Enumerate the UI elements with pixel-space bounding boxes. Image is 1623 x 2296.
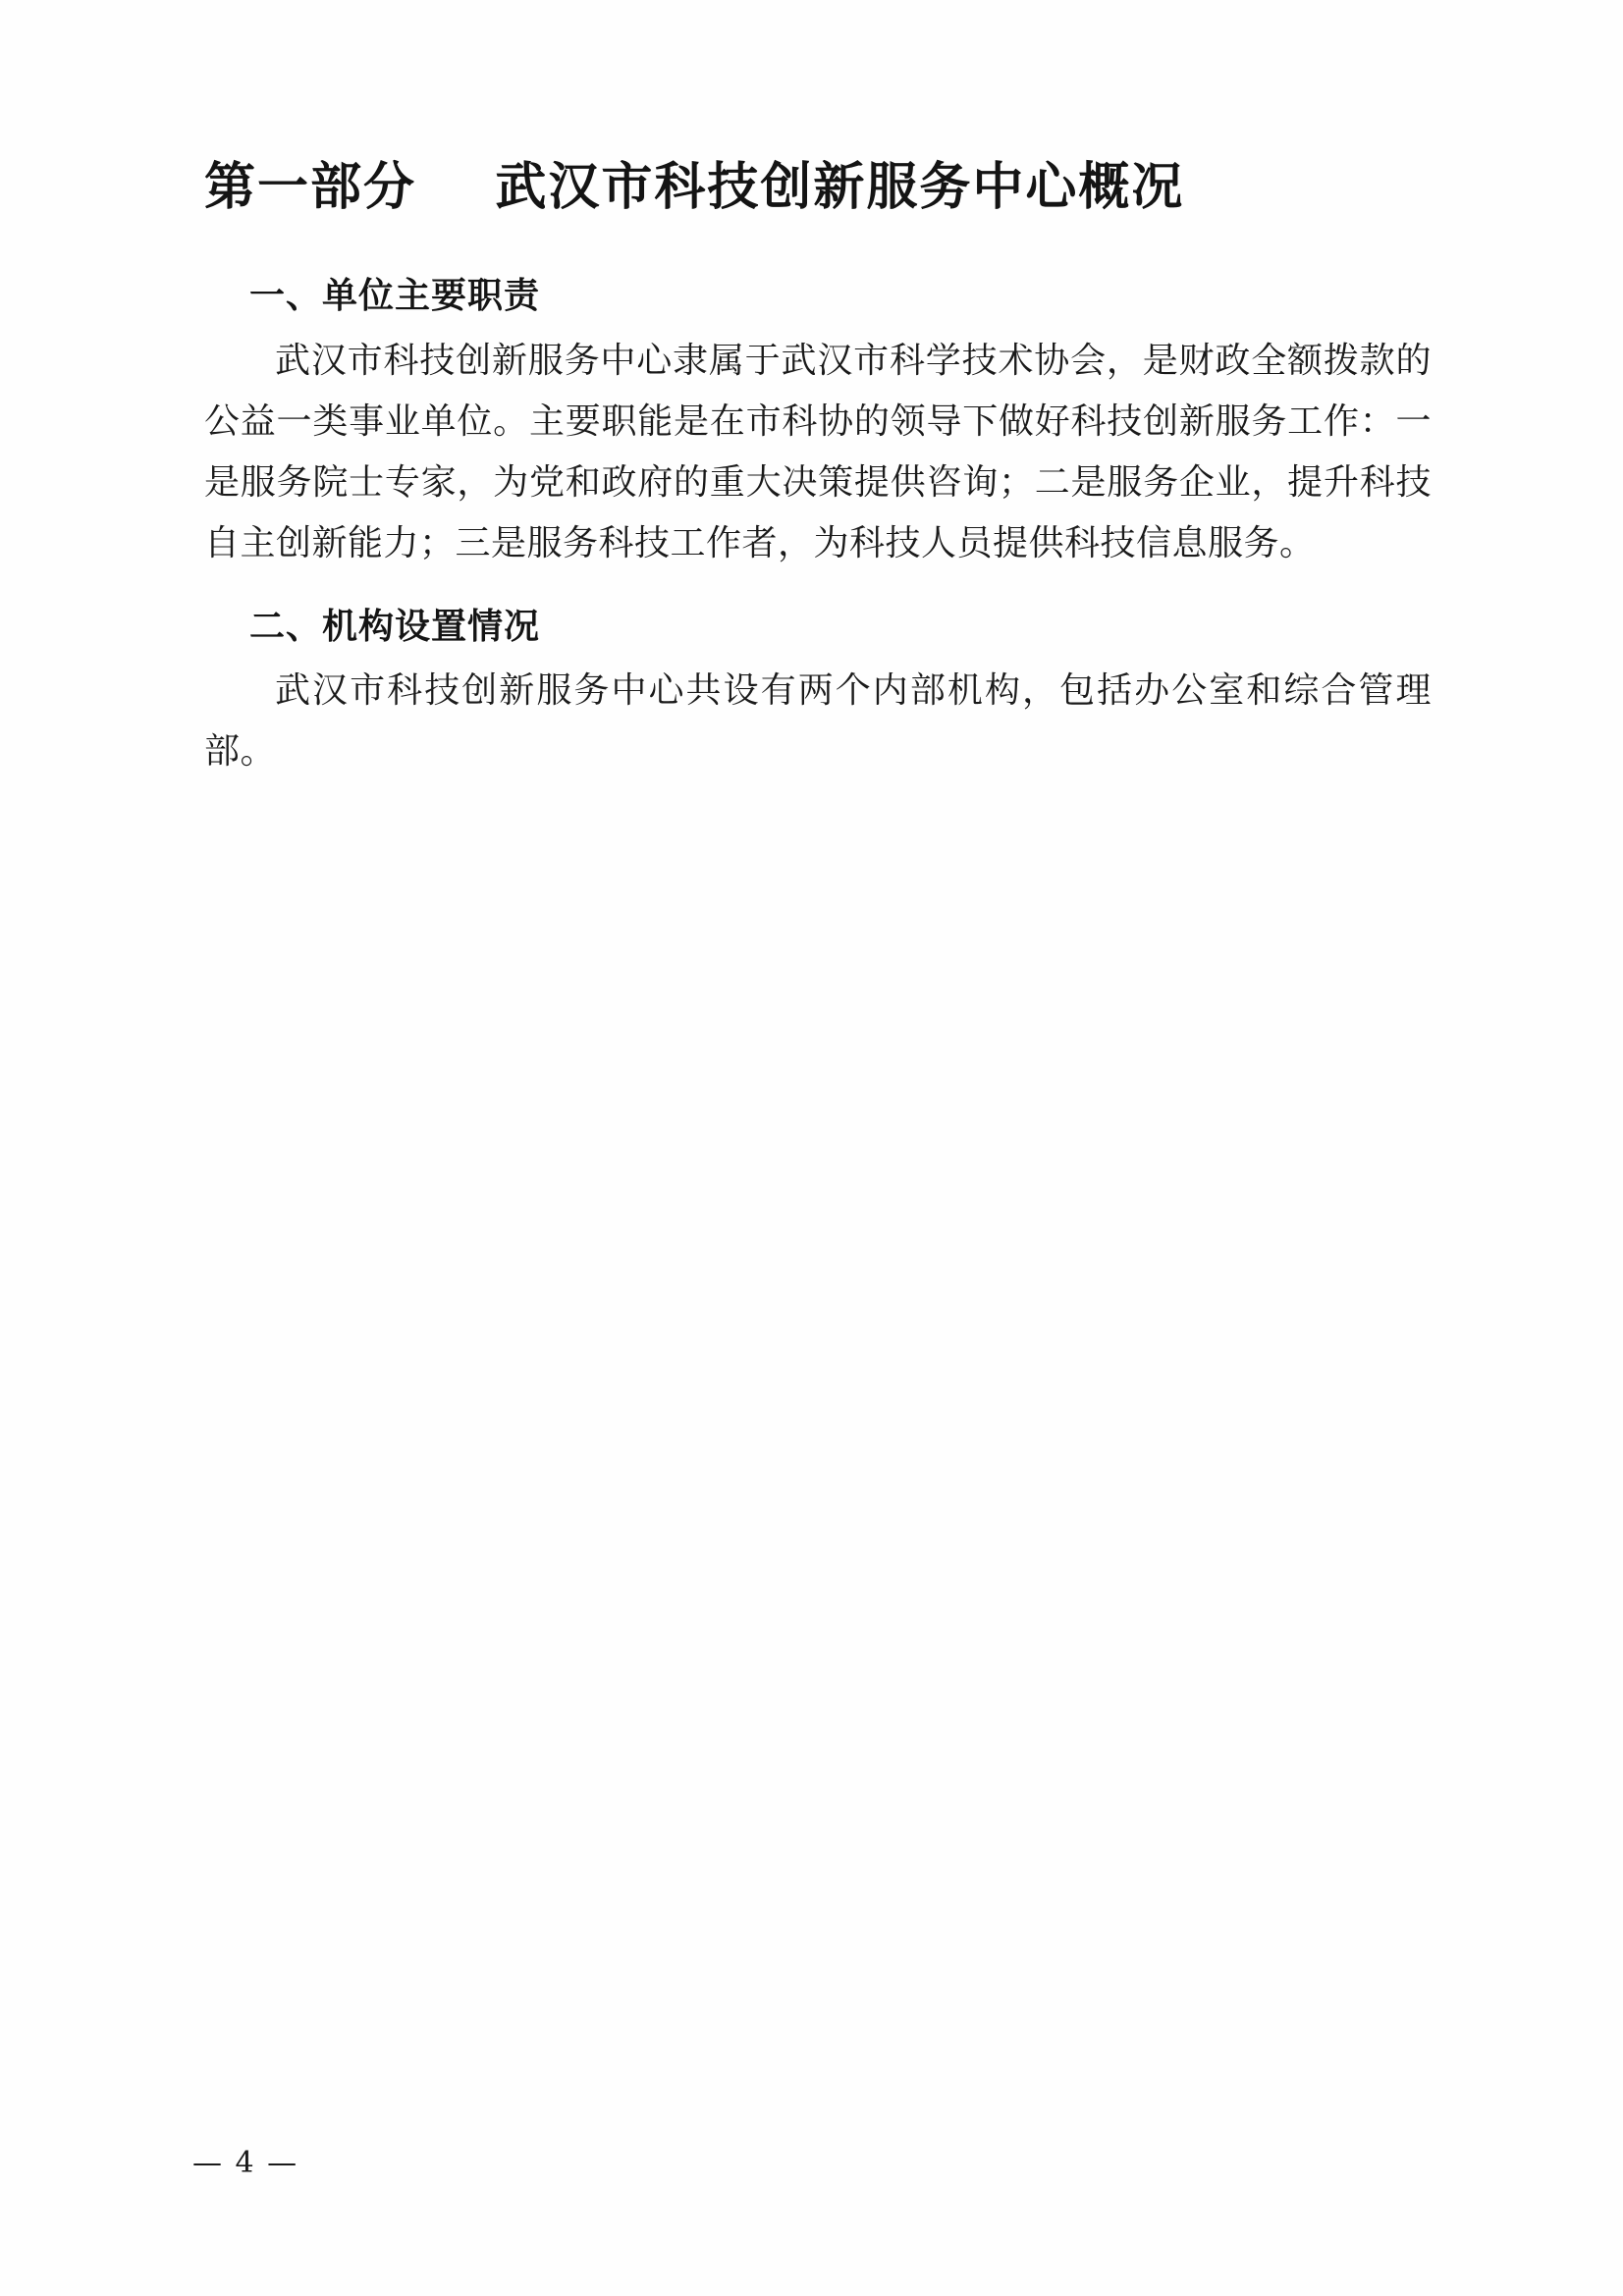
section-heading-2: 二、机构设置情况 [249, 606, 541, 647]
section-paragraph-1: 武汉市科技创新服务中心隶属于武汉市科学技术协会，是财政全额拨款的公益一类事业单位。主要职能是在市科协的领导下做好科技创新服务工作：一是服务院士专家，为党和政府的重大决策提供咨询；二是服务企业，提升科技自主创新能力；三是服务科技工作者，为科技人员提供科技信息服务。 [204, 340, 1432, 563]
document-content [204, 157, 1432, 782]
page-title: 第一部分 武汉市科技创新服务中心概况 [204, 158, 1185, 217]
section-paragraph-2: 武汉市科技创新服务中心共设有两个内部机构，包括办公室和综合管理部。 [204, 670, 1432, 773]
section-heading-1: 一、单位主要职责 [249, 276, 541, 317]
page-number: — 4 — [192, 2146, 299, 2180]
